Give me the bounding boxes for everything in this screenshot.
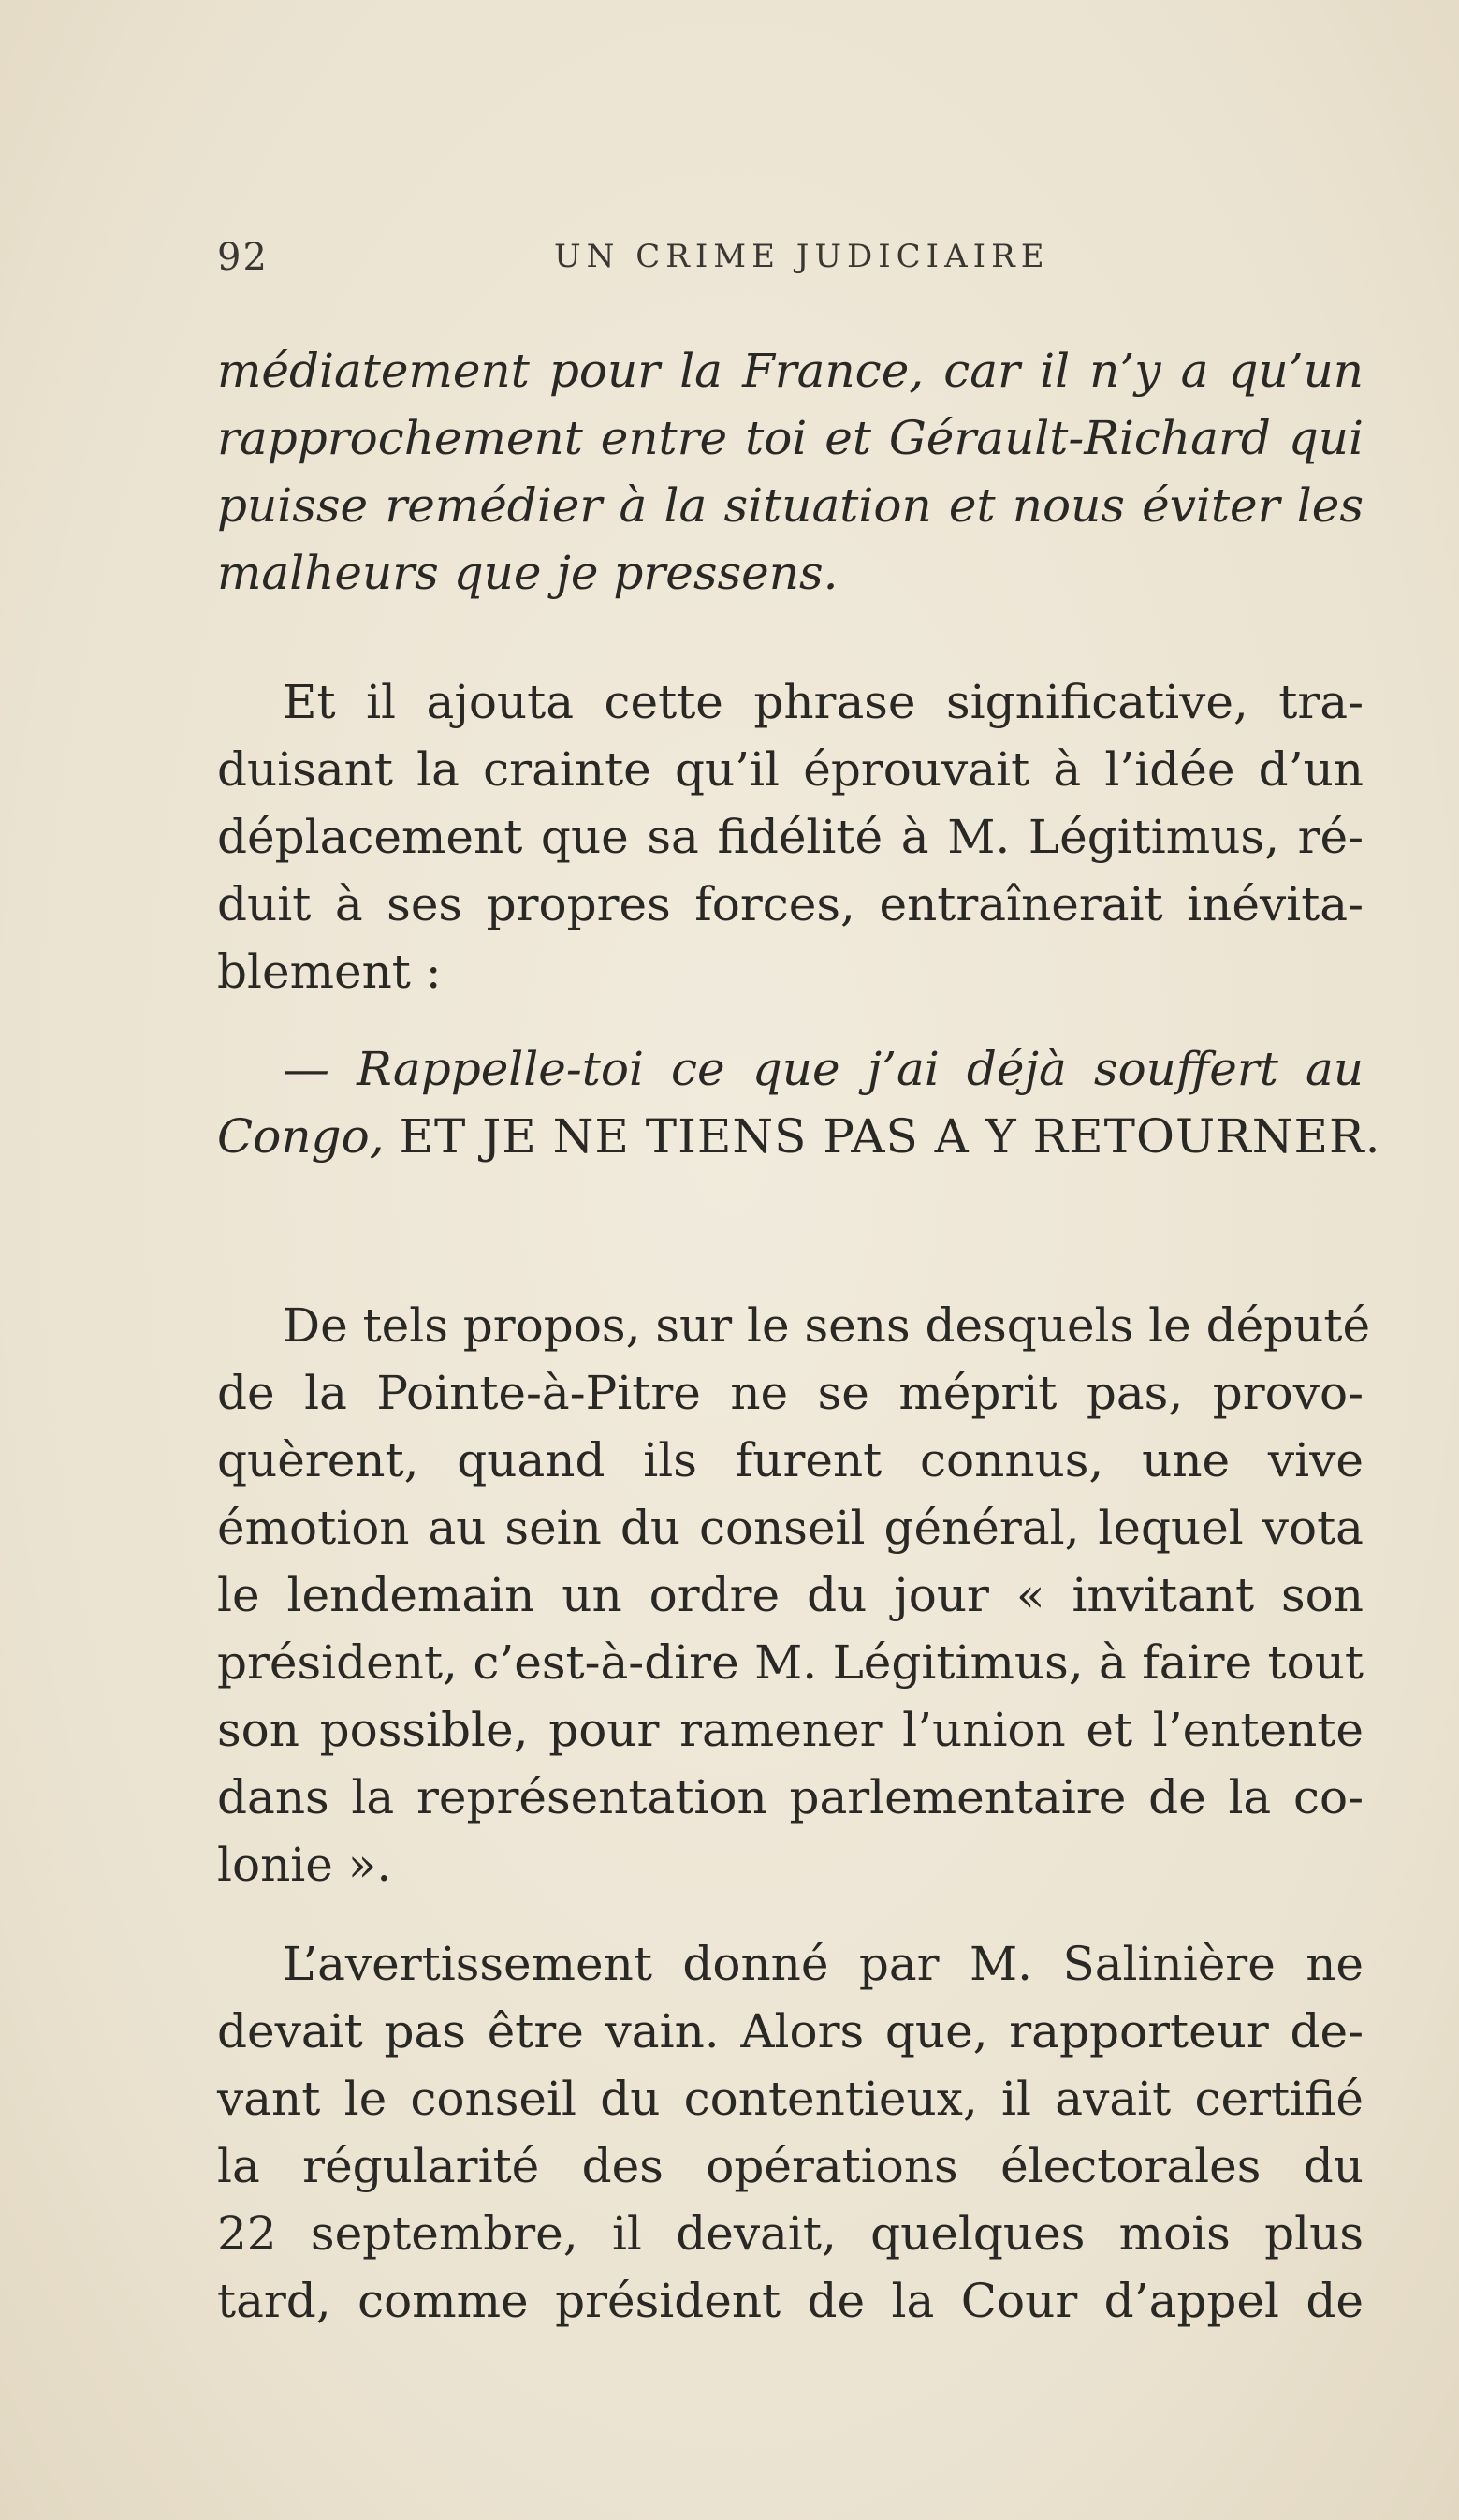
quote-line-2 bbox=[217, 1103, 1381, 1170]
text-line: président, c’est-à-dire M. Légitimus, à faire tout bbox=[217, 1635, 1364, 1690]
paragraph-3 bbox=[217, 1292, 1371, 1898]
text-line: malheurs que je pressens. bbox=[217, 546, 839, 600]
text-line: 22 septembre, il devait, quelques mois plus bbox=[217, 2206, 1364, 2261]
quote-caps-text: ET JE NE TIENS PAS A Y RETOURNER. bbox=[399, 1109, 1381, 1164]
text-line: médiatement pour la France, car il n’y a qu’un bbox=[217, 344, 1364, 398]
page-number: 92 bbox=[217, 236, 269, 279]
page-header bbox=[217, 236, 1364, 283]
quote-line: — Rappelle-toi ce que j’ai déjà souffert au bbox=[283, 1042, 1364, 1096]
text-line: duisant la crainte qu’il éprouvait à l’idée d’un bbox=[217, 742, 1364, 797]
text-line: quèrent, quand ils furent connus, une vive bbox=[217, 1433, 1364, 1487]
text-line: L’avertissement donné par M. Salinière ne bbox=[283, 1937, 1364, 1991]
text-line: déplacement que sa fidélité à M. Légitimus, ré- bbox=[217, 810, 1364, 864]
quote-block bbox=[217, 1035, 1381, 1170]
text-line: rapprochement entre toi et Gérault-Richard qui bbox=[217, 411, 1364, 465]
paragraph-2 bbox=[217, 668, 1364, 1005]
paragraph-1 bbox=[217, 337, 1364, 607]
text-line: de la Pointe-à-Pitre ne se méprit pas, provo- bbox=[217, 1366, 1364, 1420]
text-line: Et il ajouta cette phrase significative, tra- bbox=[283, 675, 1364, 729]
text-line: blement : bbox=[217, 945, 442, 999]
text-line: dans la représentation parlementaire de la co- bbox=[217, 1770, 1364, 1824]
running-title: UN CRIME JUDICIAIRE bbox=[554, 238, 1050, 275]
text-line: puisse remédier à la situation et nous éviter les bbox=[217, 478, 1364, 533]
paragraph-4 bbox=[217, 1930, 1364, 2335]
text-line: vant le conseil du contentieux, il avait certifié bbox=[217, 2072, 1364, 2126]
text-line: duit à ses propres forces, entraînerait inévita- bbox=[217, 877, 1364, 931]
text-line: devait pas être vain. Alors que, rapporteur de- bbox=[217, 2004, 1364, 2058]
text-line: émotion au sein du conseil général, lequel vota bbox=[217, 1501, 1364, 1555]
text-line: De tels propos, sur le sens desquels le député bbox=[283, 1298, 1371, 1353]
quote-italic-word: Congo, bbox=[217, 1109, 385, 1164]
text-line: lonie ». bbox=[217, 1838, 392, 1892]
text-line: la régularité des opérations électorales du bbox=[217, 2139, 1364, 2193]
text-line: tard, comme président de la Cour d’appel de bbox=[217, 2274, 1364, 2328]
text-line: son possible, pour ramener l’union et l’entente bbox=[217, 1703, 1364, 1757]
text-line: le lendemain un ordre du jour « invitant son bbox=[217, 1568, 1364, 1622]
